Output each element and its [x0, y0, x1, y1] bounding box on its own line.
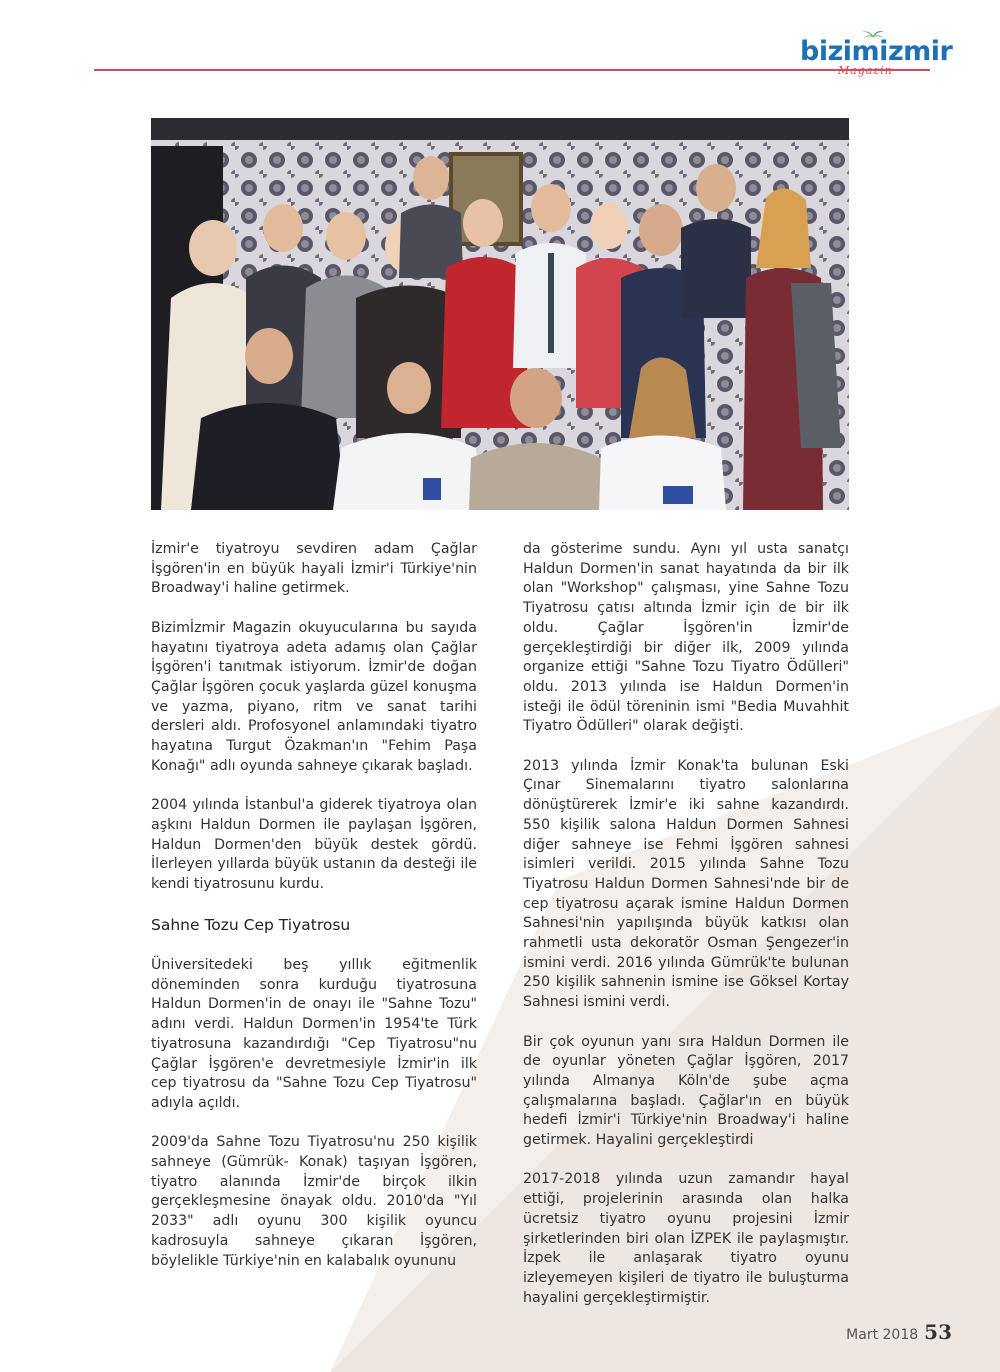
paragraph: İzmir'e tiyatroyu sevdiren adam Çağlar İşgören'in en büyük hayali İzmir'i Türkiye'nin Broadway'i haline getirmek.	[151, 541, 477, 597]
paragraph: Üniversitedeki beş yıllık eğitmenlik döneminden sonra kurduğu tiyatrosuna Haldun Dormen'in de onayı ile "Sahne Tozu" adını verdi. Haldun Dormen'in 1954'te Türk tiyatrosuna kazandırdığı "Cep Tiyatrosu"nu Çağlar İşgören'e devretmesiyle İzmir'in ilk cep tiyatrosu da "Sahne Tozu Cep Tiyatrosu" adıyla açıldı.	[151, 957, 477, 1111]
section-heading: Sahne Tozu Cep Tiyatrosu	[151, 916, 351, 935]
paragraph: 2004 yılında İstanbul'a giderek tiyatroya olan aşkını Haldun Dormen ile paylaşan İşgören, Haldun Dormen'den büyük destek gördü. İlerleyen yıllarda büyük ustanın da desteği ile kendi tiyatrosunu kurdu.	[151, 797, 477, 892]
paragraph: 2017-2018 yılında uzun zamandır hayal ettiği, projelerinin arasında olan halka ücretsiz tiyatro oyunu projesini İzmir şirketlerinden biri olan İZPEK ile paylaşmıştır. İzpek ile anlaşarak tiyatro oyunu izleyemeyen kişileri de tiyatro ile buluşturma hayalini gerçekleştirmiştir.	[523, 1171, 849, 1306]
page-number: 53	[924, 1320, 952, 1344]
paragraph: da gösterime sundu. Aynı yıl usta sanatçı Haldun Dormen'in sanat hayatında da bir ilk olan "Workshop" çalışması, yine Sahne Tozu Tiyatrosu çatısı altında İzmir için de bir ilk oldu. Çağlar İşgören'in İzmir'de gerçekleştirdiği bir diğer ilk, 2009 yılında organize ettiği "Sahne Tozu Tiyatro Ödülleri" oldu. 2013 yılında ise Haldun Dormen'in isteği ile ödül töreninin ismi "Bedia Muvahhit Tiyatro Ödülleri" olarak değişti.	[523, 541, 849, 735]
paragraph: 2009'da Sahne Tozu Tiyatrosu'nu 250 kişilik sahneye (Gümrük- Konak) taşıyan İşgören, tiyatro alanında İzmir'de birçok ilkin gerçekleşmesine önayak oldu. 2010'da "Yıl 2033" adlı oyunu 300 kişilik oyuncu kadrosuyla sahneye çıkaran İşgören, böylelikle Türkiye'nin en kalabalık oyununu	[151, 1134, 477, 1269]
page-footer	[846, 1320, 952, 1344]
paragraph: Bir çok oyunun yanı sıra Haldun Dormen ile de oyunlar yöneten Çağlar İşgören, 2017 yılında Almanya Köln'de şube açma çalışmalarına başladı. Çağlar'ın en büyük hedefi İzmir'i Türkiye'nin Broadway'i haline getirmek. Hayalini gerçekleştirdi	[523, 1033, 849, 1149]
issue-date: Mart 2018	[846, 1327, 919, 1343]
group-photo	[151, 118, 849, 510]
paragraph: 2013 yılında İzmir Konak'ta bulunan Eski Çınar Sinemalarını tiyatro salonlarına dönüştürerek İzmir'e iki sahne kazandırdı. 550 kişilik salona Haldun Dormen Sahnesi diğer sahneye ise Fehmi İşgören sahnesi isimleri verildi. 2015 yılında Sahne Tozu Tiyatrosu Haldun Dormen Sahnesi'nde bir de cep tiyatrosu açarak ismine Haldun Dormen Sahnesi'nin yapılışında büyük katkısı olan rahmetli usta dekoratör Osman Şengezer'in ismini verdi. 2016 yılında Gümrük'te bulunan 250 kişilik sahnenin ismine ise Göksel Kortay Sahnesi ismini verdi.	[523, 757, 849, 1011]
paragraph: Bizimİzmir Magazin okuyucularına bu sayıda hayatını tiyatroya adeta adamış olan Çağlar İşgören'i tanıtmak istiyorum. İzmir'de doğan Çağlar İşgören çocuk yaşlarda güzel konuşma ve yazma, piyano, ritm ve sanat tarihi dersleri aldı. Profosyonel anlamındaki tiyatro hayatına Turgut Özakman'ın "Fehim Paşa Konağı" adlı oyunda sahneye çıkarak başladı.	[151, 619, 477, 774]
group-photo-image	[151, 118, 849, 510]
magazine-logo	[800, 34, 953, 84]
text-column-right	[523, 540, 849, 1328]
logo-subtitle: Magazin	[838, 64, 893, 77]
text-column-left	[151, 540, 477, 1291]
logo-text: bizimizmir	[800, 36, 953, 67]
